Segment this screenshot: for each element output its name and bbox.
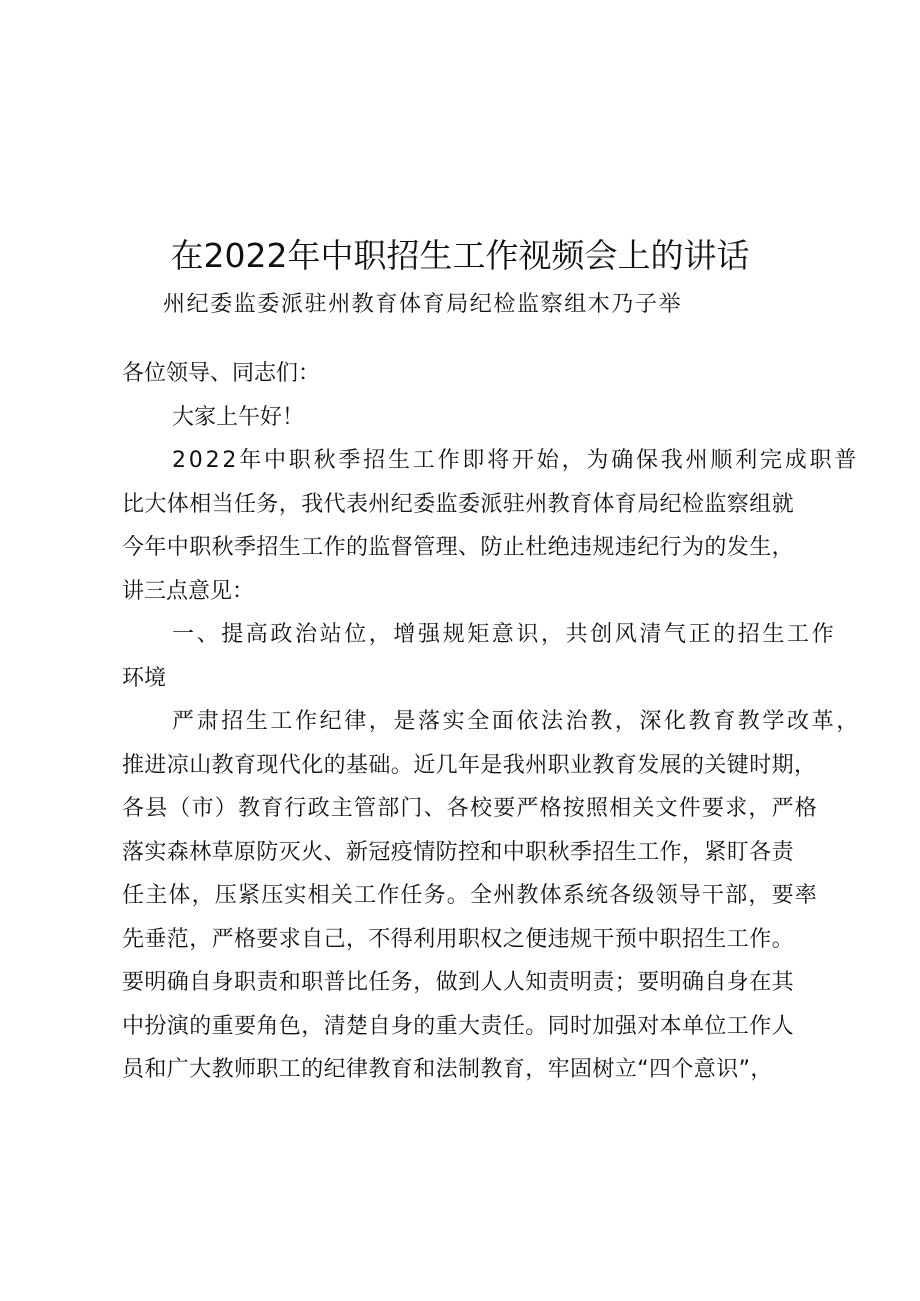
document-subtitle: 州纪委监委派驻州教育体育局纪检监察组木乃子举 — [163, 292, 683, 317]
paragraph-line: 各县（市）教育行政主管部门、各校要严格按照相关文件要求，严格 — [122, 796, 819, 821]
salutation-line: 各位领导、同志们： — [122, 361, 321, 386]
greeting-line: 大家上午好！ — [172, 404, 305, 430]
paragraph-line: 严肃招生工作纪律，是落实全面依法治教，深化教育教学改革， — [172, 709, 861, 734]
paragraph-line: 中扮演的重要角色，清楚自身的重大责任。同时加强对本单位工作人 — [122, 1013, 795, 1039]
paragraph-line: 要明确自身职责和职普比任务，做到人人知责明责；要明确自身在其 — [122, 970, 795, 995]
section-heading-line: 环境 — [122, 665, 167, 691]
paragraph-line: 今年中职秋季招生工作的监督管理、防止杜绝违规违纪行为的发生， — [122, 535, 795, 560]
section-heading-line: 一、提高政治站位，增强规矩意识，共创风清气正的招生工作 — [172, 622, 837, 647]
paragraph-line: 先垂范，严格要求自己，不得利用职权之便违规干预中职招生工作。 — [122, 926, 795, 952]
paragraph-line: 比大体相当任务，我代表州纪委监委派驻州教育体育局纪检监察组就 — [122, 491, 795, 517]
paragraph-line: 推进凉山教育现代化的基础。近几年是我州职业教育发展的关键时期， — [122, 752, 817, 778]
paragraph-line: 讲三点意见： — [122, 578, 255, 604]
paragraph-line: 任主体，压紧压实相关工作任务。全州教体系统各级领导干部，要率 — [122, 883, 819, 908]
paragraph-line: 员和广大教师职工的纪律教育和法制教育，牢固树立“四个意识”， — [122, 1057, 773, 1082]
paragraph-line: 落实森林草原防灭火、新冠疫情防控和中职秋季招生工作，紧盯各责 — [122, 839, 795, 865]
document-title: 在2022年中职招生工作视频会上的讲话 — [170, 236, 750, 275]
document-body — [122, 352, 861, 1092]
paragraph-line: 2022年中职秋季招生工作即将开始，为确保我州顺利完成职普 — [172, 448, 860, 473]
